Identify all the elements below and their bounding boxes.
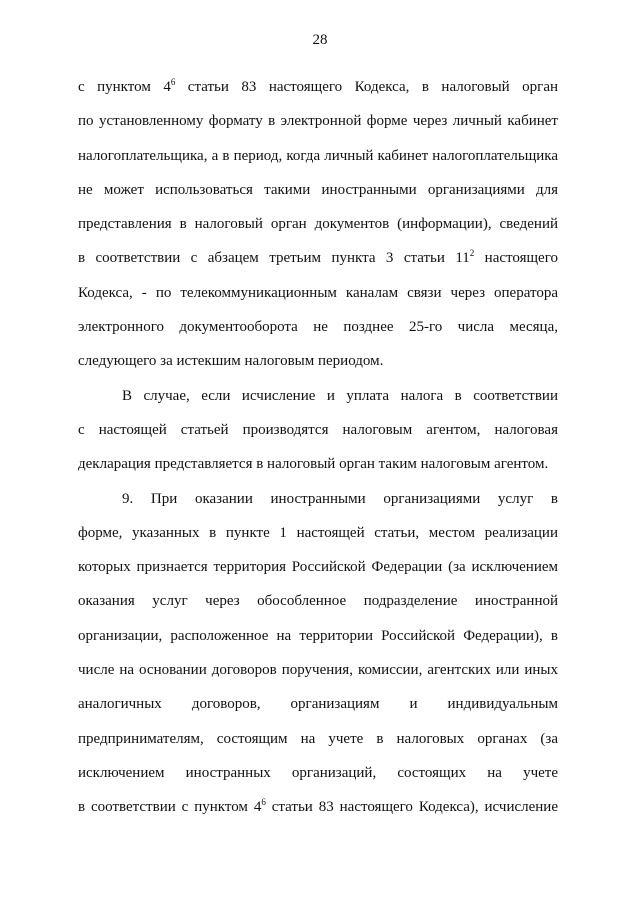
text-line: Кодекса, - по телекоммуникационным каналам связи через оператора bbox=[78, 284, 558, 301]
text-line: предпринимателям, состоящим на учете в налоговых органах (за bbox=[78, 730, 558, 747]
superscript: 6 bbox=[261, 797, 266, 808]
text-line: с настоящей статьей производятся налоговым агентом, налоговая bbox=[78, 421, 558, 438]
text-line: которых признается территория Российской Федерации (за исключением bbox=[78, 559, 558, 576]
text-line: форме, указанных в пункте 1 настоящей статьи, местом реализации bbox=[78, 524, 558, 541]
text-line: по установленному формату в электронной форме через личный кабинет bbox=[78, 113, 558, 130]
text-line: аналогичных договоров, организациям и индивидуальным bbox=[78, 696, 558, 713]
text-line: в соответствии с абзацем третьим пункта 3 статьи $11^2$ настоящего bbox=[78, 248, 558, 267]
text-line: не может использоваться такими иностранными организациями для bbox=[78, 181, 558, 198]
text-line: электронного документооборота не позднее 25-го числа месяца, bbox=[78, 319, 558, 336]
paragraph-item-9 bbox=[78, 482, 558, 825]
text-line: с пунктом $4^6$ статьи 83 настоящего Кодекса, в налоговый орган bbox=[78, 77, 558, 95]
text-line: организации, расположенное на территории Российской Федерации), в bbox=[78, 627, 558, 644]
text-line: исключением иностранных организаций, состоящих на учете bbox=[78, 764, 558, 781]
text-line: В случае, если исчисление и уплата налога в соответствии bbox=[122, 387, 558, 404]
text-line: числе на основании договоров поручения, комиссии, агентских или иных bbox=[78, 662, 558, 679]
text-line: оказания услуг через обособленное подразделение иностранной bbox=[78, 593, 558, 610]
page-number: 28 bbox=[312, 32, 328, 48]
paragraph-continuation bbox=[78, 70, 558, 379]
paragraph-tax-agent bbox=[78, 379, 558, 482]
text-line: декларация представляется в налоговый орган таким налоговым агентом. bbox=[78, 456, 549, 473]
text-line: налогоплательщика, а в период, когда личный кабинет налогоплательщика bbox=[78, 147, 558, 164]
text-line: 9. При оказании иностранными организациями услуг в bbox=[122, 490, 558, 507]
text-line: представления в налоговый орган документов (информации), сведений bbox=[78, 216, 558, 233]
document-body bbox=[78, 70, 558, 825]
text-line: в соответствии с пунктом $4^6$ статьи 83 настоящего Кодекса), исчисление bbox=[78, 797, 558, 816]
superscript: 6 bbox=[170, 77, 176, 87]
superscript: 2 bbox=[469, 248, 475, 259]
text-line: следующего за истекшим налоговым периодом. bbox=[78, 353, 384, 370]
